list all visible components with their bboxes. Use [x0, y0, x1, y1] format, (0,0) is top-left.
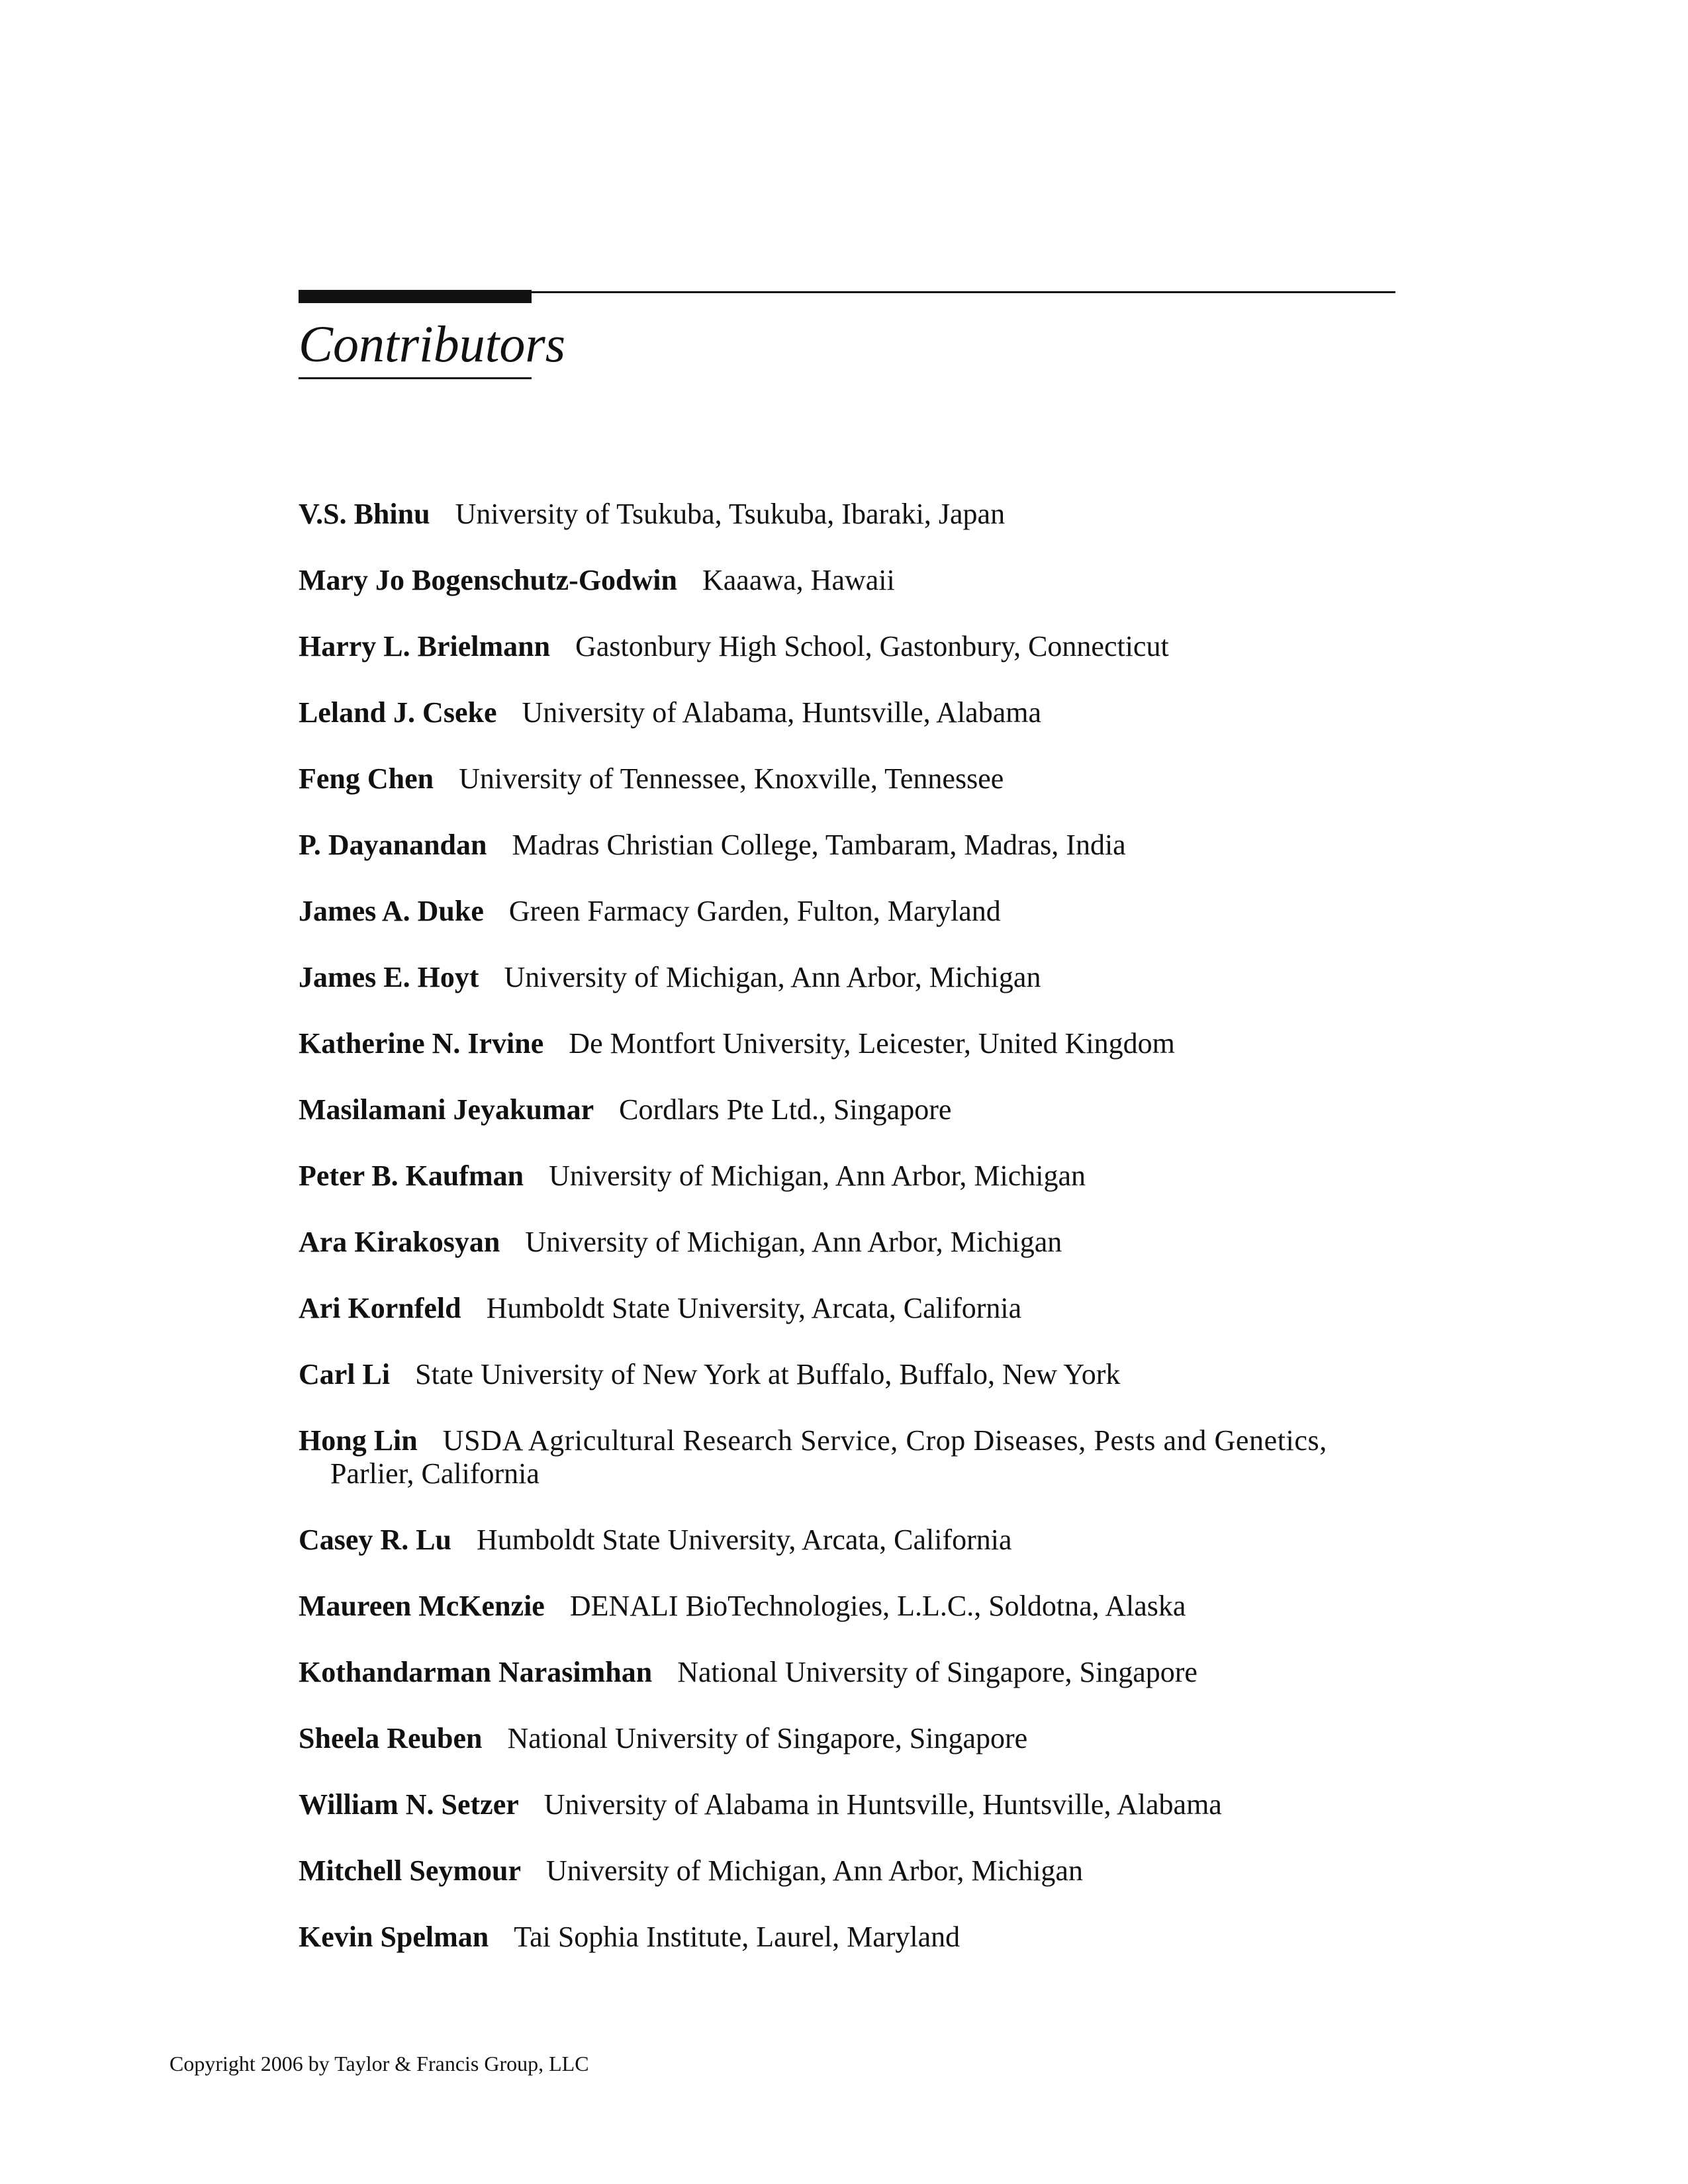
- contributor-entry: [299, 829, 1397, 895]
- contributor-affiliation: Gastonbury High School, Gastonbury, Connecticut: [575, 630, 1169, 662]
- contributor-name: Sheela Reuben: [299, 1722, 483, 1754]
- contributor-affiliation: National University of Singapore, Singapore: [507, 1722, 1028, 1754]
- contributor-affiliation: University of Michigan, Ann Arbor, Michigan: [549, 1160, 1086, 1192]
- title-underline: [299, 377, 532, 379]
- contributor-entry: [299, 696, 1397, 762]
- contributor-name: Casey R. Lu: [299, 1524, 452, 1556]
- contributor-entry: [299, 1424, 1397, 1524]
- contributor-entry: [299, 630, 1397, 696]
- contributor-name: Peter B. Kaufman: [299, 1160, 524, 1192]
- contributor-name: Maureen McKenzie: [299, 1590, 545, 1622]
- contributor-name: William N. Setzer: [299, 1788, 519, 1821]
- contributor-name: Kevin Spelman: [299, 1921, 489, 1953]
- page-title: Contributors: [299, 315, 566, 373]
- contributor-name: V.S. Bhinu: [299, 498, 430, 530]
- contributor-affiliation: State University of New York at Buffalo, Buffalo, New York: [415, 1358, 1121, 1390]
- contributor-entry: [299, 1093, 1397, 1160]
- contributor-name: Ara Kirakosyan: [299, 1226, 500, 1258]
- contributor-name: Leland J. Cseke: [299, 696, 497, 729]
- contributor-entry: [299, 1590, 1397, 1656]
- contributor-affiliation: Green Farmacy Garden, Fulton, Maryland: [508, 895, 1001, 927]
- contributor-affiliation: Humboldt State University, Arcata, California: [486, 1292, 1022, 1324]
- contributor-affiliation: Madras Christian College, Tambaram, Madras, India: [512, 829, 1126, 861]
- contributor-entry: [299, 895, 1397, 961]
- contributor-affiliation: Cordlars Pte Ltd., Singapore: [619, 1093, 952, 1126]
- contributor-entry: [299, 1788, 1397, 1854]
- contributor-name: James A. Duke: [299, 895, 484, 927]
- contributor-entry: [299, 1160, 1397, 1226]
- contributor-affiliation: Kaaawa, Hawaii: [702, 564, 895, 596]
- contributor-entry: [299, 1358, 1397, 1424]
- contributor-affiliation: University of Alabama, Huntsville, Alabama: [522, 696, 1041, 729]
- contributor-affiliation: University of Michigan, Ann Arbor, Michigan: [504, 961, 1041, 993]
- contributor-affiliation: De Montfort University, Leicester, United Kingdom: [569, 1027, 1175, 1060]
- contributor-entry: [299, 1524, 1397, 1590]
- contributor-name: Harry L. Brielmann: [299, 630, 551, 662]
- contributor-entry: [299, 961, 1397, 1027]
- contributor-entry: [299, 762, 1397, 829]
- contributor-name: Hong Lin: [299, 1424, 418, 1457]
- contributor-affiliation: University of Alabama in Huntsville, Huntsville, Alabama: [543, 1788, 1222, 1821]
- contributor-entry: [299, 498, 1397, 564]
- contributor-affiliation: USDA Agricultural Research Service, Crop Diseases, Pests and Genetics,: [442, 1424, 1327, 1457]
- contributor-entry: [299, 1292, 1397, 1358]
- contributor-name: Ari Kornfeld: [299, 1292, 461, 1324]
- header-thick-rule: [299, 290, 532, 303]
- contributor-name: Kothandarman Narasimhan: [299, 1656, 653, 1688]
- contributor-name: Mitchell Seymour: [299, 1854, 522, 1887]
- contributor-entry: [299, 1854, 1397, 1921]
- contributor-entry: [299, 564, 1397, 630]
- contributor-name: James E. Hoyt: [299, 961, 479, 993]
- contributor-name: Katherine N. Irvine: [299, 1027, 544, 1060]
- contributor-entry: [299, 1722, 1397, 1788]
- contributor-name: Mary Jo Bogenschutz-Godwin: [299, 564, 677, 596]
- contributor-affiliation: National University of Singapore, Singapore: [677, 1656, 1197, 1688]
- contributor-affiliation: DENALI BioTechnologies, L.L.C., Soldotna, Alaska: [569, 1590, 1186, 1622]
- header-thin-rule: [532, 291, 1395, 293]
- contributor-affiliation: University of Tennessee, Knoxville, Tennessee: [459, 762, 1004, 795]
- contributor-affiliation: Tai Sophia Institute, Laurel, Maryland: [514, 1921, 961, 1953]
- contributor-entry: [299, 1921, 1397, 1987]
- contributor-affiliation-continued: Parlier, California: [330, 1457, 539, 1490]
- copyright-notice: Copyright 2006 by Taylor & Francis Group, LLC: [169, 2052, 589, 2075]
- contributor-name: P. Dayanandan: [299, 829, 487, 861]
- contributor-list: [299, 498, 1397, 1987]
- contributor-entry: [299, 1656, 1397, 1722]
- contributor-affiliation: Humboldt State University, Arcata, California: [477, 1524, 1012, 1556]
- contributor-name: Masilamani Jeyakumar: [299, 1093, 594, 1126]
- contributor-affiliation: University of Tsukuba, Tsukuba, Ibaraki, Japan: [455, 498, 1006, 530]
- contributor-name: Feng Chen: [299, 762, 434, 795]
- contributor-name: Carl Li: [299, 1358, 391, 1390]
- contributor-affiliation: University of Michigan, Ann Arbor, Michigan: [546, 1854, 1083, 1887]
- contributor-entry: [299, 1226, 1397, 1292]
- contributor-affiliation: University of Michigan, Ann Arbor, Michigan: [525, 1226, 1062, 1258]
- contributor-entry: [299, 1027, 1397, 1093]
